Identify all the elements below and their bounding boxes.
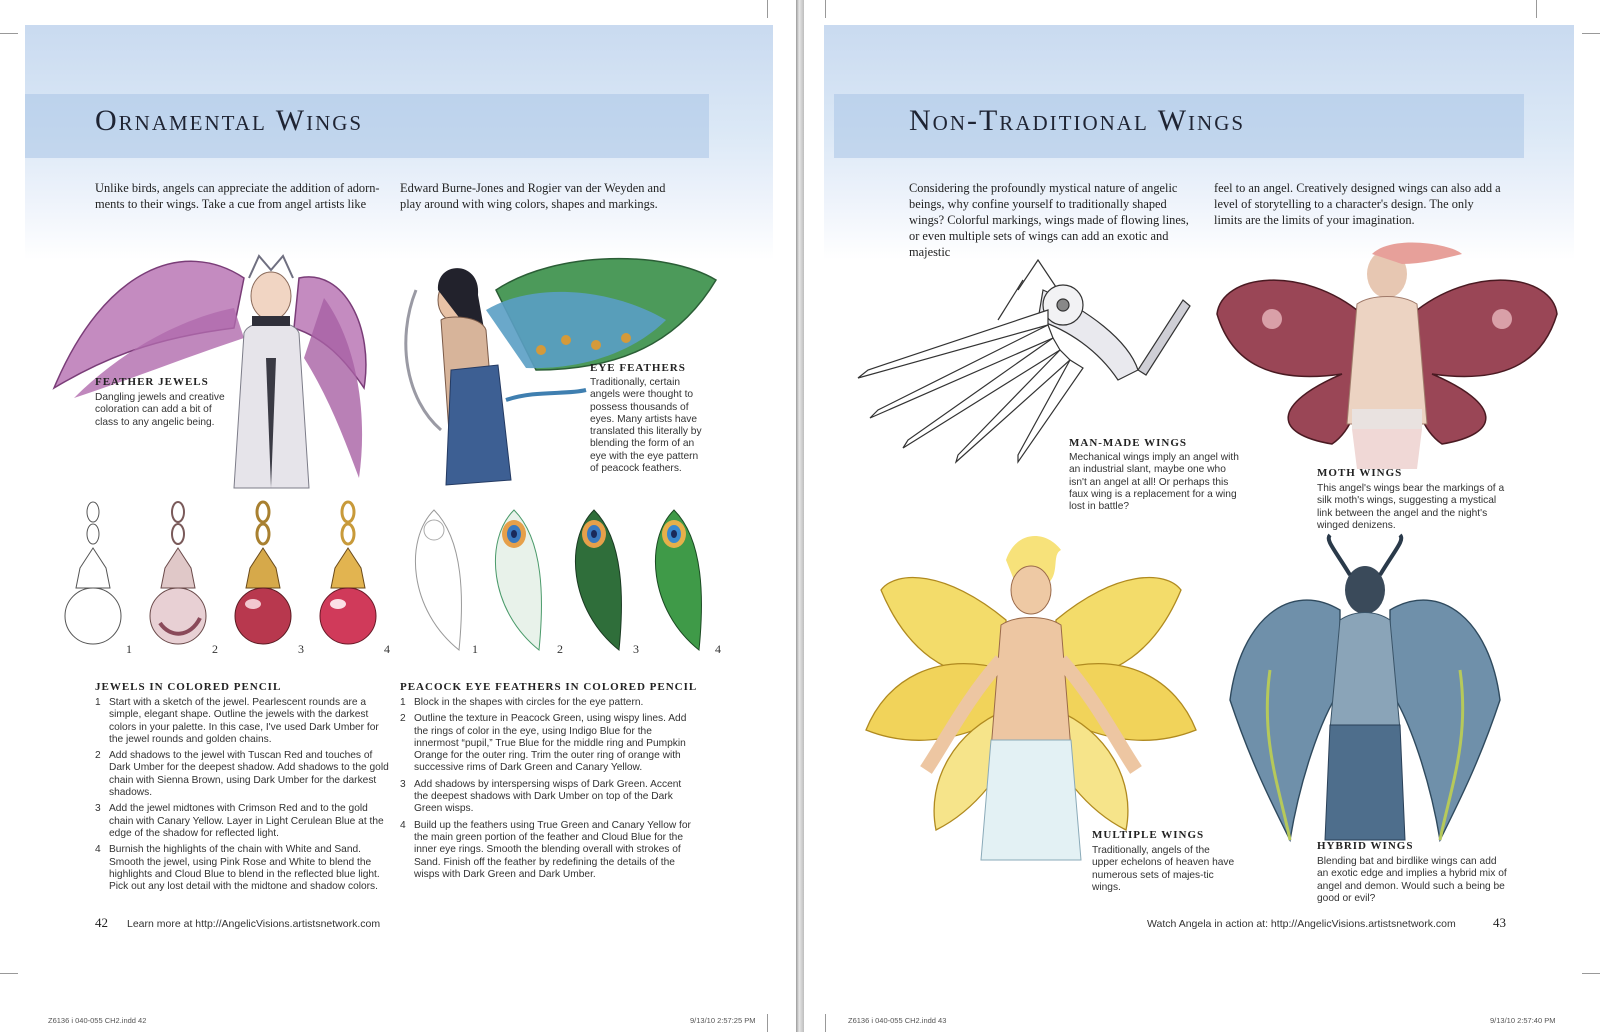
slug-timestamp: 9/13/10 2:57:25 PM bbox=[690, 1016, 756, 1025]
jewel-number-2: 2 bbox=[212, 642, 218, 656]
footer-link-right[interactable]: Watch Angela in action at: http://AngelicVisions.artistsnetwork.com bbox=[1147, 918, 1456, 930]
feather-number-4: 4 bbox=[715, 642, 721, 656]
feather-progression bbox=[404, 500, 734, 660]
jewel-progression bbox=[60, 498, 390, 658]
multiple-wings-heading: MULTIPLE WINGS bbox=[1092, 829, 1205, 841]
man-made-wings-heading: MAN-MADE WINGS bbox=[1069, 437, 1187, 449]
jewel-number-4: 4 bbox=[384, 642, 390, 656]
spine-gutter bbox=[796, 0, 804, 1032]
jewel-step-2-shadow bbox=[150, 502, 206, 644]
intro-column-2: Edward Burne-Jones and Rogier van der Weyden and play around with wing colors, shapes and markings. bbox=[400, 181, 666, 211]
slug-file: Z6136 i 040-055 CH2.indd 42 bbox=[48, 1016, 147, 1025]
mechanical-wing-illustration bbox=[848, 250, 1198, 460]
jewels-steps-heading: JEWELS IN COLORED PENCIL bbox=[95, 681, 282, 693]
feather-step-2-outline bbox=[495, 510, 541, 650]
jewels-step-2 bbox=[95, 750, 390, 799]
left-page bbox=[0, 0, 796, 1032]
moth-wings-caption: This angel's wings bear the markings of a silk moth's wings, suggesting a mystical link between the angel and the night's winged denizens. bbox=[1317, 483, 1505, 531]
man-made-wings-caption: Mechanical wings imply an angel with an industrial slant, maybe one who isn't an angel at all! Or perhaps this faux wing is a replacement for a wing lost in battle? bbox=[1069, 452, 1239, 513]
feather-step-2 bbox=[400, 713, 695, 774]
multiple-wings-caption: Traditionally, angels of the upper echelons of heaven have numerous sets of majes-tic wings. bbox=[1092, 845, 1235, 893]
feather-step-4 bbox=[400, 820, 695, 881]
page-title: Ornamental Wings bbox=[95, 104, 364, 137]
step-text: Block in the shapes with circles for the eye pattern. bbox=[414, 697, 644, 708]
moth-wings-heading: MOTH WINGS bbox=[1317, 467, 1403, 479]
step-number: 1 bbox=[400, 697, 406, 708]
eye-feathers-heading: EYE FEATHERS bbox=[590, 362, 686, 374]
step-number: 3 bbox=[400, 778, 406, 790]
step-text: Outline the texture in Peacock Green, using wispy lines. Add the rings of color in the eye, using Indigo Blue for the innermost “pupil,” True Blue for the middle ring and Pumpkin Orange for the outer ring. Trim the outer ring of orange with successive rims of Dark Green and Canary Yellow. bbox=[414, 713, 687, 774]
feather-steps-list bbox=[400, 697, 695, 885]
feather-jewels-caption: Dangling jewels and creative coloration can add a bit of class to any angelic being. bbox=[95, 392, 225, 428]
slug-file-right: Z6136 i 040-055 CH2.indd 43 bbox=[848, 1016, 947, 1025]
jewel-step-4-final bbox=[320, 502, 376, 644]
feather-step-4-final bbox=[655, 510, 701, 650]
step-text: Burnish the highlights of the chain with White and Sand. Smooth the jewel, using Pink Rose and White to blend the highlights and Cloud Blue to blend in the reflected blue light. Pick out any lost detail with the midtone and shadow colors. bbox=[109, 844, 380, 893]
jewels-step-4 bbox=[95, 844, 390, 893]
page-number: 42 bbox=[95, 915, 108, 930]
step-text: Add shadows by interspersing wisps of Dark Green. Accent the deepest shadows with Dark Umber on top of the Dark Green wisps. bbox=[414, 778, 682, 815]
feather-number-3: 3 bbox=[633, 642, 639, 656]
hybrid-wings-heading: HYBRID WINGS bbox=[1317, 840, 1414, 852]
eye-feathers-caption: Traditionally, certain angels were thought to possess thousands of eyes. Many artists have translated this literally by blending the form of an eye with the eye pattern of peacock feathers. bbox=[590, 377, 702, 475]
step-number: 2 bbox=[95, 750, 101, 762]
jewel-number-3: 3 bbox=[298, 642, 304, 656]
step-number: 4 bbox=[95, 844, 101, 856]
feather-number-1: 1 bbox=[472, 642, 478, 656]
hybrid-wings-caption: Blending bat and birdlike wings can add an exotic edge and implies a hybrid mix of angel and demon. Would such a being be good or evil? bbox=[1317, 856, 1507, 904]
feather-step-3-shadow bbox=[575, 510, 621, 650]
moth-angel-illustration bbox=[1212, 234, 1562, 474]
jewels-steps-list bbox=[95, 697, 390, 897]
feather-number-2: 2 bbox=[557, 642, 563, 656]
footer-link[interactable]: Learn more at http://AngelicVisions.artistsnetwork.com bbox=[127, 918, 381, 930]
hybrid-wings-angel-illustration bbox=[1230, 540, 1500, 850]
feather-step-1 bbox=[400, 697, 695, 709]
jewel-step-3-midtone bbox=[235, 502, 291, 644]
feather-jewels-heading: FEATHER JEWELS bbox=[95, 376, 209, 388]
step-text: Start with a sketch of the jewel. Pearlescent rounds are a simple, elegant shape. Outline the jewels with the darkest colors in your palette. In this case, I've used Dark Umber for the jewel rounds and golden chains. bbox=[109, 697, 379, 745]
feather-step-1-sketch bbox=[415, 510, 461, 650]
step-number: 4 bbox=[400, 819, 406, 831]
jewels-step-1 bbox=[95, 697, 390, 746]
jewels-step-3 bbox=[95, 803, 390, 840]
intro-right-column-1: Considering the profoundly mystical nature of angelic beings, why confine yourself to traditionally shaped wings? Colorful markings, wings made of flowing lines, or even multiple sets of wings can add an exotic and majestic bbox=[909, 181, 1189, 259]
jewel-number-1: 1 bbox=[126, 642, 132, 656]
step-text: Add shadows to the jewel with Tuscan Red and touches of Dark Umber for the deepest shadow. Add shadows to the gold chain with Sienna Brown, using Dark Umber for the darkest shadows. bbox=[109, 750, 389, 799]
jewel-step-1-sketch bbox=[65, 502, 121, 644]
ornamental-angel-illustration bbox=[44, 238, 384, 498]
step-number: 1 bbox=[95, 697, 101, 708]
feather-steps-heading: PEACOCK EYE FEATHERS IN COLORED PENCIL bbox=[400, 681, 698, 693]
feather-step-3 bbox=[400, 779, 695, 816]
step-number: 3 bbox=[95, 803, 101, 815]
intro-right-column-2: feel to an angel. Creatively designed wings can also add a level of storytelling to a character's design. The only limits are the limits of your imagination. bbox=[1214, 181, 1501, 227]
step-text: Build up the feathers using True Green and Canary Yellow for the main green portion of the feather and Cloud Blue for the inner eye rings. Smooth the blending overall with strokes of Sand. Finish off the feather by redefining the details of the wisps with Dark Green and Dark Umber. bbox=[414, 819, 691, 880]
slug-timestamp-right: 9/13/10 2:57:40 PM bbox=[1490, 1016, 1556, 1025]
step-text: Add the jewel midtones with Crimson Red and to the gold chain with Canary Yellow. Layer in Light Cerulean Blue at the edge of the shadow for reflected light. bbox=[109, 803, 384, 839]
page-title-right: Non-Traditional Wings bbox=[909, 104, 1246, 137]
intro-column-1: Unlike birds, angels can appreciate the addition of adorn-ments to their wings. Take a cue from angel artists like bbox=[95, 181, 380, 211]
page-number-right: 43 bbox=[1493, 915, 1506, 930]
step-number: 2 bbox=[400, 713, 406, 725]
